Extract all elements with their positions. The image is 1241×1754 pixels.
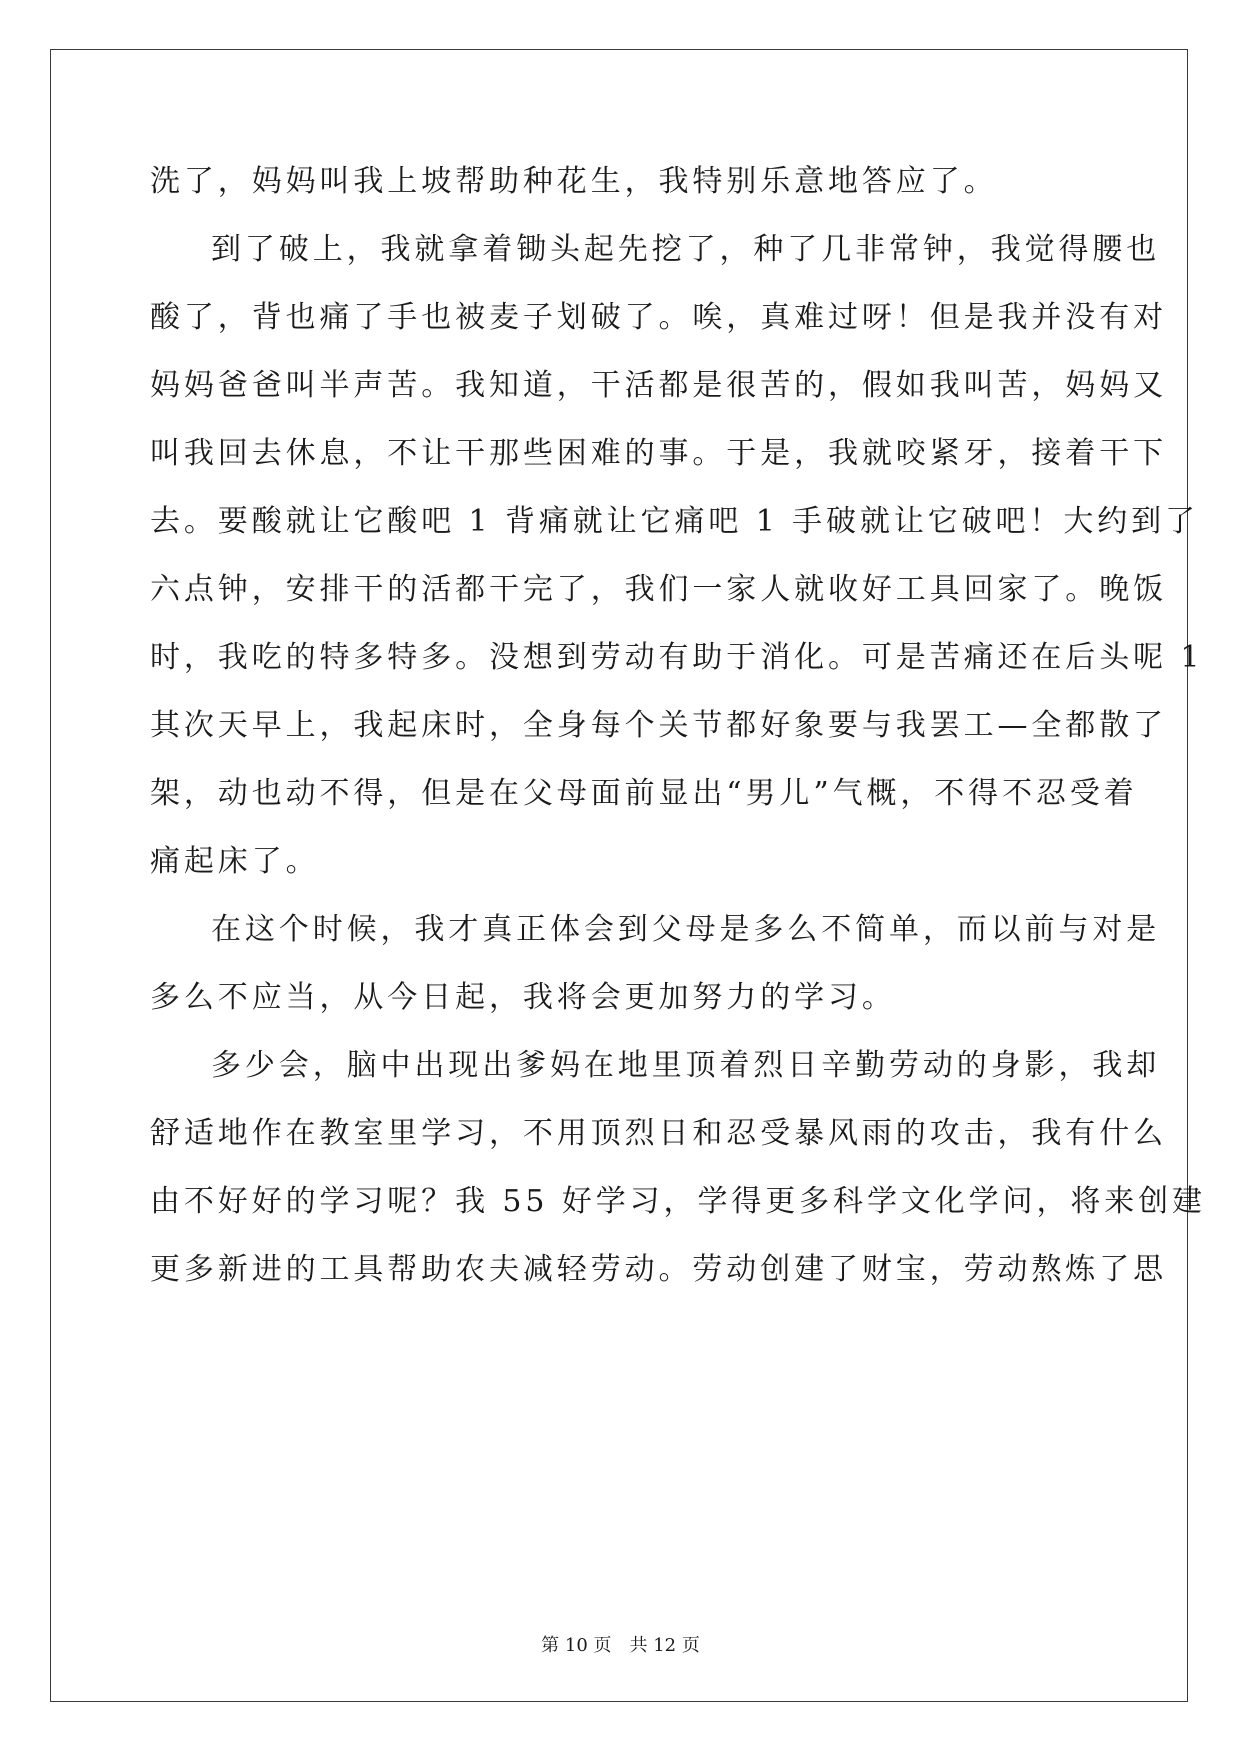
paragraph-start-line: 到了破上，我就拿着锄头起先挖了，种了几非常钟，我觉得腰也 — [211, 232, 1161, 267]
text-line: 其次天早上，我起床时，全身每个关节都好象要与我罢工—全都散了 — [150, 708, 1167, 743]
text-line: 舒适地作在教室里学习，不用顶烈日和忍受暴风雨的攻击，我有什么 — [150, 1116, 1167, 1151]
text-line: 洗了，妈妈叫我上坡帮助种花生，我特别乐意地答应了。 — [150, 164, 998, 199]
text-line: 架，动也动不得，但是在父母面前显出“男儿”气概，不得不忍受着 — [150, 776, 1138, 811]
paragraph-start-line: 多少会，脑中出现出爹妈在地里顶着烈日辛勤劳动的身影，我却 — [211, 1048, 1161, 1083]
text-line: 去。要酸就让它酸吧 1 背痛就让它痛吧 1 手破就让它破吧！大约到了 — [150, 504, 1199, 539]
text-line: 酸了，背也痛了手也被麦子划破了。唉，真难过呀！但是我并没有对 — [150, 300, 1167, 335]
text-line: 叫我回去休息，不让干那些困难的事。于是，我就咬紧牙，接着干下 — [150, 436, 1167, 471]
text-line: 痛起床了。 — [150, 844, 320, 879]
text-line: 多么不应当，从今日起，我将会更加努力的学习。 — [150, 980, 896, 1015]
text-line: 时，我吃的特多特多。没想到劳动有助于消化。可是苦痛还在后头呢 1 — [150, 640, 1204, 675]
paragraph-start-line: 在这个时候，我才真正体会到父母是多么不简单，而以前与对是 — [211, 912, 1161, 947]
text-line: 妈妈爸爸叫半声苦。我知道，干活都是很苦的，假如我叫苦，妈妈又 — [150, 368, 1167, 403]
text-line: 更多新进的工具帮助农夫减轻劳动。劳动创建了财宝，劳动熬炼了思 — [150, 1252, 1167, 1287]
text-line: 由不好好的学习呢？我 55 好学习，学得更多科学文化学问，将来创建 — [150, 1184, 1206, 1219]
text-line: 六点钟，安排干的活都干完了，我们一家人就收好工具回家了。晚饭 — [150, 572, 1167, 607]
page-number-footer: 第 10 页 共 12 页 — [541, 1635, 700, 1656]
